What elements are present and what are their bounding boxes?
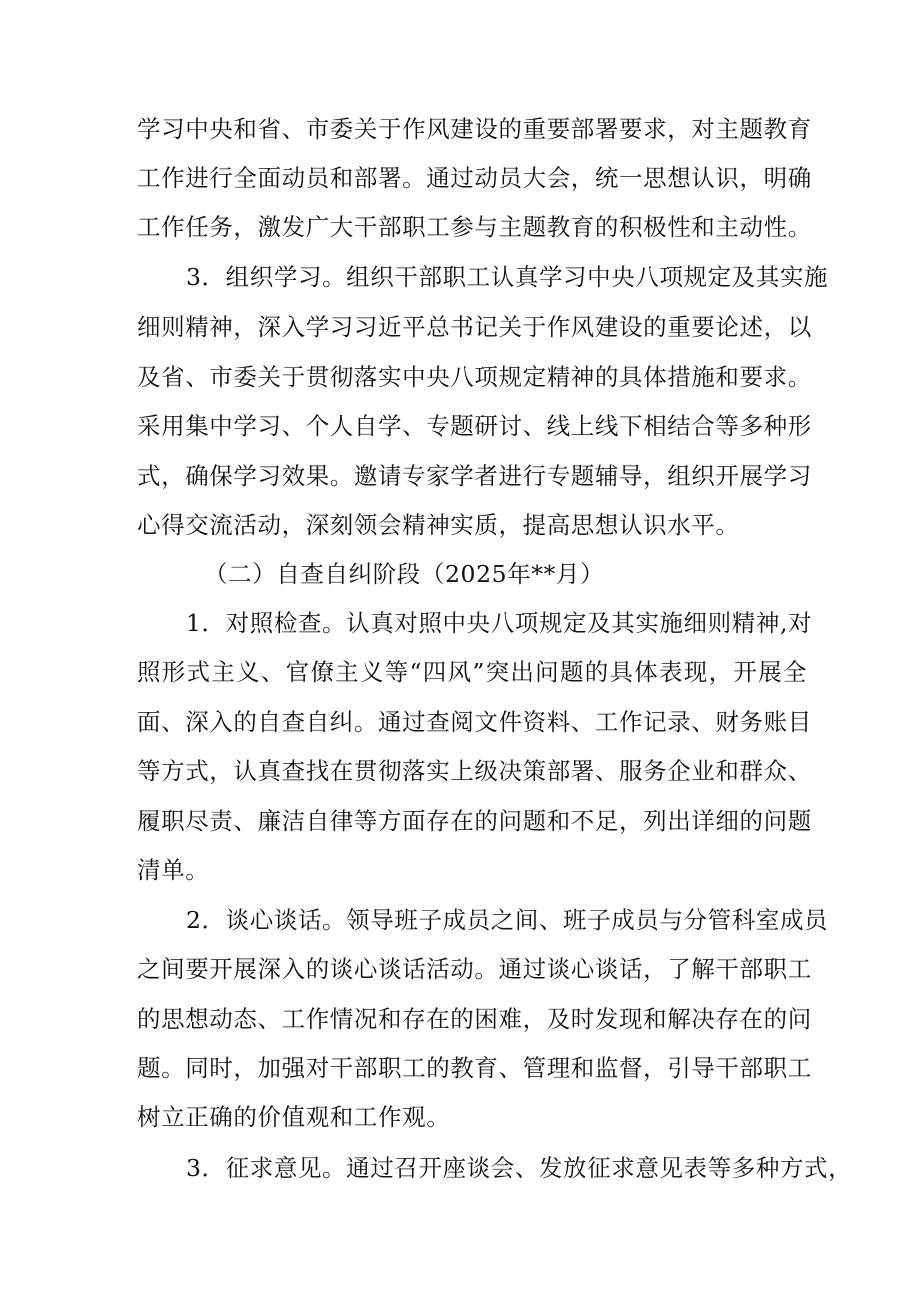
text-line: 等方式，认真查找在贯彻落实上级决策部署、服务企业和群众、 bbox=[137, 757, 812, 785]
text-line: 细则精神，深入学习习近平总书记关于作风建设的重要论述，以 bbox=[137, 313, 812, 341]
text-line: 面、深入的自查自纠。通过查阅文件资料、工作记录、财务账目 bbox=[137, 708, 812, 736]
text-line: 采用集中学习、个人自学、专题研讨、线上线下相结合等多种形 bbox=[137, 412, 812, 440]
text-line: 工作进行全面动员和部署。通过动员大会，统一思想认识，明确 bbox=[137, 164, 812, 192]
text-line: 树立正确的价值观和工作观。 bbox=[137, 1103, 451, 1131]
section-heading: （二）自查自纠阶段（2025年**月） bbox=[204, 560, 605, 588]
text-line: 心得交流活动，深刻领会精神实质，提高思想认识水平。 bbox=[137, 511, 740, 539]
text-line: 清单。 bbox=[137, 856, 210, 884]
text-line: 工作任务，激发广大干部职工参与主题教育的积极性和主动性。 bbox=[137, 213, 812, 241]
text-line: 履职尽责、廉洁自律等方面存在的问题和不足，列出详细的问题 bbox=[137, 807, 812, 835]
text-line: 之间要开展深入的谈心谈话活动。通过谈心谈话，了解干部职工 bbox=[137, 955, 812, 983]
text-line: 的思想动态、工作情况和存在的困难，及时发现和解决存在的问 bbox=[137, 1005, 812, 1033]
text-line: 及省、市委关于贯彻落实中央八项规定精神的具体措施和要求。 bbox=[137, 363, 812, 391]
text-line: 题。同时，加强对干部职工的教育、管理和监督，引导干部职工 bbox=[137, 1054, 812, 1082]
text-line: 式，确保学习效果。邀请专家学者进行专题辅导，组织开展学习 bbox=[137, 462, 812, 490]
paragraph-1-first-line: 1．对照检查。认真对照中央八项规定及其实施细则精神,对 bbox=[186, 609, 813, 637]
text-line: 照形式主义、官僚主义等“四风”突出问题的具体表现，开展全 bbox=[137, 658, 807, 686]
text-line: 学习中央和省、市委关于作风建设的重要部署要求，对主题教育 bbox=[137, 115, 812, 143]
paragraph-3b-first-line: 3．征求意见。通过召开座谈会、发放征求意见表等多种方式， bbox=[186, 1154, 853, 1182]
paragraph-2-first-line: 2．谈心谈话。领导班子成员之间、班子成员与分管科室成员 bbox=[186, 906, 829, 934]
paragraph-3-first-line: 3．组织学习。组织干部职工认真学习中央八项规定及其实施 bbox=[186, 263, 829, 291]
